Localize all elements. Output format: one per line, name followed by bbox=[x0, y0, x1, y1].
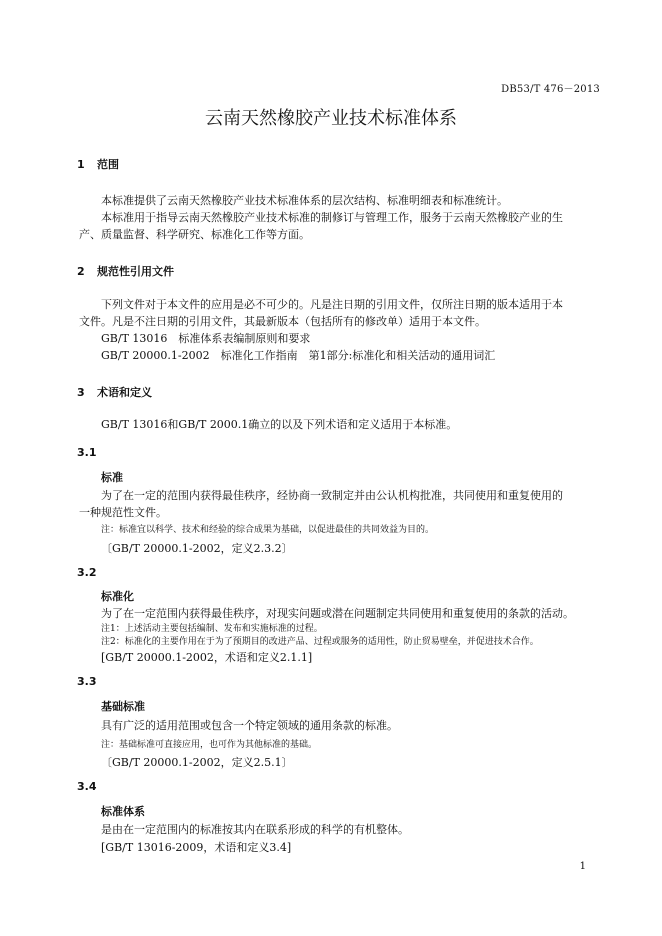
paragraph-continuation: 文件。凡是不注日期的引用文件，其最新版本（包括所有的修改单）适用于本文件。 bbox=[79, 315, 486, 328]
term-note: 注1：上述活动主要包括编制、发布和实施标准的过程。 bbox=[101, 624, 323, 634]
section-number: 2 bbox=[77, 265, 85, 278]
section-3-heading bbox=[77, 384, 152, 400]
term-name: 标准体系 bbox=[101, 805, 145, 818]
standard-code: DB53/T 476－2013 bbox=[501, 84, 600, 95]
paragraph-continuation: 产、质量监督、科学研究、标准化工作等方面。 bbox=[79, 228, 310, 241]
term-name: 基础标准 bbox=[101, 700, 145, 713]
term-definition: 具有广泛的适用范围或包含一个特定领域的通用条款的标准。 bbox=[101, 719, 398, 732]
term-note: 注：标准宜以科学、技术和经验的综合成果为基础，以促进最佳的共同效益为目的。 bbox=[101, 525, 435, 535]
section-title: 术语和定义 bbox=[97, 386, 152, 399]
paragraph: GB/T 13016和GB/T 2000.1确立的以及下列术语和定义适用于本标准。 bbox=[101, 418, 458, 431]
clause-number: 3.1 bbox=[77, 446, 97, 459]
term-note: 注：基础标准可直接应用，也可作为其他标准的基础。 bbox=[101, 740, 318, 750]
reference-item: GB/T 13016 标准体系表编制原则和要求 bbox=[101, 332, 311, 345]
term-definition: 为了在一定的范围内获得最佳秩序，经协商一致制定并由公认机构批准，共同使用和重复使用的 bbox=[101, 489, 563, 502]
section-1-heading bbox=[77, 156, 119, 172]
term-source: [GB/T 20000.1-2002，术语和定义2.1.1] bbox=[101, 651, 313, 664]
section-number: 1 bbox=[77, 158, 85, 171]
section-2-heading bbox=[77, 263, 174, 279]
term-definition: 为了在一定范围内获得最佳秩序，对现实问题或潜在问题制定共同使用和重复使用的条款的活动。 bbox=[101, 607, 574, 620]
reference-item: GB/T 20000.1-2002 标准化工作指南 第1部分:标准化和相关活动的通用词汇 bbox=[101, 349, 496, 362]
clause-number: 3.4 bbox=[77, 780, 97, 793]
section-title: 范围 bbox=[97, 158, 119, 171]
paragraph: 本标准提供了云南天然橡胶产业技术标准体系的层次结构、标准明细表和标准统计。 bbox=[101, 194, 508, 207]
paragraph: 本标准用于指导云南天然橡胶产业技术标准的制修订与管理工作，服务于云南天然橡胶产业的生 bbox=[101, 211, 563, 224]
document-title: 云南天然橡胶产业技术标准体系 bbox=[205, 108, 457, 129]
term-source: [GB/T 13016-2009，术语和定义3.4] bbox=[101, 841, 292, 854]
page-number: 1 bbox=[579, 861, 586, 872]
clause-number: 3.2 bbox=[77, 566, 97, 579]
paragraph: 下列文件对于本文件的应用是必不可少的。凡是注日期的引用文件，仅所注日期的版本适用于本 bbox=[101, 298, 563, 311]
term-definition: 是由在一定范围内的标准按其内在联系形成的科学的有机整体。 bbox=[101, 823, 409, 836]
term-note: 注2：标准化的主要作用在于为了预期目的改进产品、过程或服务的适用性，防止贸易壁垒，并促进技术合作。 bbox=[101, 637, 539, 647]
term-definition-continuation: 一种规范性文件。 bbox=[79, 506, 167, 519]
term-name: 标准化 bbox=[101, 590, 134, 603]
section-number: 3 bbox=[77, 386, 85, 399]
section-title: 规范性引用文件 bbox=[97, 265, 174, 278]
term-name: 标准 bbox=[101, 471, 123, 484]
term-source: 〔GB/T 20000.1-2002，定义2.5.1〕 bbox=[101, 756, 293, 769]
clause-number: 3.3 bbox=[77, 675, 97, 688]
term-source: 〔GB/T 20000.1-2002，定义2.3.2〕 bbox=[101, 542, 293, 555]
